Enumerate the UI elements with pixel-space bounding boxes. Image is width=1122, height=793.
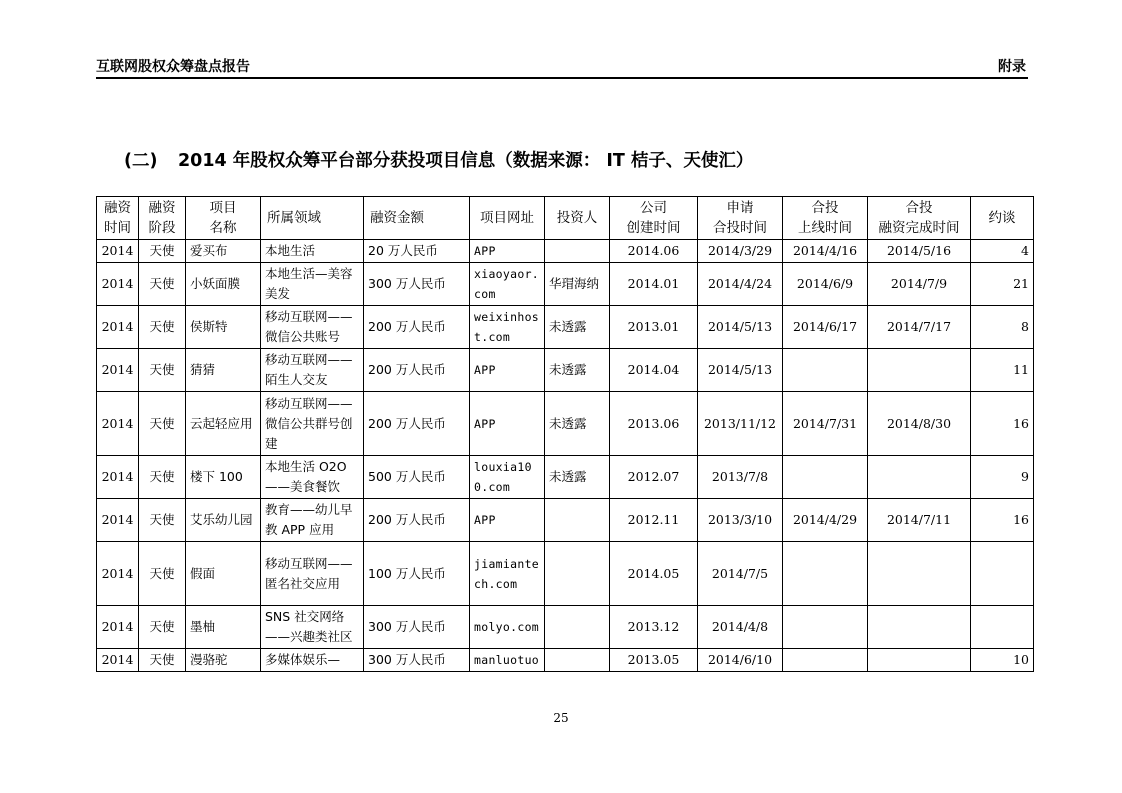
- table-header-row: [97, 197, 1034, 240]
- table-cell: 2014/4/24: [698, 263, 783, 306]
- table-cell: 200 万人民币: [364, 349, 470, 392]
- table-cell: 移动互联网——陌生人交友: [261, 349, 364, 392]
- table-cell: 200 万人民币: [364, 499, 470, 542]
- table-cell: 移动互联网——微信公共群号创建: [261, 392, 364, 456]
- table-cell: 未透露: [545, 456, 610, 499]
- table-cell: 侯斯特: [186, 306, 261, 349]
- header-line: 时间: [104, 220, 131, 236]
- col-financing-stage: [139, 197, 186, 240]
- table-cell: SNS 社交网络——兴趣类社区: [261, 606, 364, 649]
- header-line: 所属领域: [267, 210, 321, 226]
- header-line: 合投: [811, 200, 839, 216]
- table-row: [97, 649, 1034, 672]
- table-cell: 2014/4/16: [783, 240, 868, 263]
- header-divider: [96, 77, 1028, 79]
- table-cell: 2013/7/8: [698, 456, 783, 499]
- table-cell: [783, 606, 868, 649]
- table-cell: 2014/7/5: [698, 542, 783, 606]
- table-cell: 2013.06: [610, 392, 698, 456]
- table-cell: manluotuo: [470, 649, 545, 672]
- table-cell: 200 万人民币: [364, 306, 470, 349]
- table-cell: 2014: [97, 306, 139, 349]
- table-cell: 2014: [97, 349, 139, 392]
- table-cell: 300 万人民币: [364, 606, 470, 649]
- table-cell: [545, 606, 610, 649]
- col-investor: [545, 197, 610, 240]
- table-cell: 天使: [139, 499, 186, 542]
- table-cell: 2014.05: [610, 542, 698, 606]
- table-cell: [868, 649, 971, 672]
- table-cell: 天使: [139, 306, 186, 349]
- header-line: 名称: [209, 220, 237, 236]
- table-cell: 本地生活 O2O——美食餐饮: [261, 456, 364, 499]
- header-line: 融资完成时间: [878, 220, 960, 236]
- header-line: 融资: [148, 200, 176, 216]
- table-row: [97, 240, 1034, 263]
- table-cell: 移动互联网——匿名社交应用: [261, 542, 364, 606]
- col-interviews: [971, 197, 1034, 240]
- table-cell: 教育——幼儿早教 APP 应用: [261, 499, 364, 542]
- table-cell: [971, 606, 1034, 649]
- col-amount: [364, 197, 470, 240]
- table-cell: 天使: [139, 649, 186, 672]
- header-line: 投资人: [556, 210, 598, 226]
- table-cell: jiamiantech.com: [470, 542, 545, 606]
- header-line: 约谈: [988, 210, 1016, 226]
- table-cell: 2013.01: [610, 306, 698, 349]
- header-line: 申请: [726, 200, 754, 216]
- table-cell: 天使: [139, 456, 186, 499]
- table-cell: 2013.12: [610, 606, 698, 649]
- table-cell: 天使: [139, 606, 186, 649]
- table-cell: 300 万人民币: [364, 263, 470, 306]
- table-cell: 4: [971, 240, 1034, 263]
- table-cell: 500 万人民币: [364, 456, 470, 499]
- header-line: 合投时间: [713, 220, 767, 236]
- table-cell: 2014/7/9: [868, 263, 971, 306]
- table-cell: [971, 542, 1034, 606]
- table-cell: [783, 649, 868, 672]
- table-cell: 2014: [97, 499, 139, 542]
- table-cell: 漫骆驼: [186, 649, 261, 672]
- table-cell: APP: [470, 392, 545, 456]
- col-apply-time: [698, 197, 783, 240]
- table-body: [97, 240, 1034, 672]
- table-cell: 未透露: [545, 306, 610, 349]
- table-cell: 天使: [139, 240, 186, 263]
- table-cell: [868, 456, 971, 499]
- table-cell: 2014/6/10: [698, 649, 783, 672]
- table-cell: weixinhost.com: [470, 306, 545, 349]
- table-cell: 16: [971, 392, 1034, 456]
- col-complete-time: [868, 197, 971, 240]
- header-line: 创建时间: [626, 220, 681, 236]
- table-cell: 2014: [97, 606, 139, 649]
- investment-table: [96, 196, 1034, 672]
- table-cell: 2012.11: [610, 499, 698, 542]
- table-cell: 2014: [97, 649, 139, 672]
- col-website: [470, 197, 545, 240]
- report-title: 互联网股权众筹盘点报告: [96, 59, 250, 75]
- table-cell: 2014: [97, 240, 139, 263]
- table-cell: 2014/4/8: [698, 606, 783, 649]
- table-cell: 天使: [139, 542, 186, 606]
- table-cell: 2013.05: [610, 649, 698, 672]
- table-cell: [545, 240, 610, 263]
- table-cell: 天使: [139, 349, 186, 392]
- col-online-time: [783, 197, 868, 240]
- table-cell: 21: [971, 263, 1034, 306]
- table-row: [97, 263, 1034, 306]
- table-cell: 2012.07: [610, 456, 698, 499]
- table-cell: 9: [971, 456, 1034, 499]
- table-cell: molyo.com: [470, 606, 545, 649]
- table-cell: louxia100.com: [470, 456, 545, 499]
- header-line: 合投: [905, 200, 933, 216]
- table-cell: 2014.06: [610, 240, 698, 263]
- table-cell: [545, 499, 610, 542]
- table-cell: 100 万人民币: [364, 542, 470, 606]
- table-cell: 300 万人民币: [364, 649, 470, 672]
- table-cell: 小妖面膜: [186, 263, 261, 306]
- table-row: [97, 456, 1034, 499]
- table-cell: 10: [971, 649, 1034, 672]
- table-cell: 2014/3/29: [698, 240, 783, 263]
- header-line: 上线时间: [798, 220, 852, 236]
- table-cell: APP: [470, 349, 545, 392]
- table-cell: [783, 542, 868, 606]
- header-line: 阶段: [148, 220, 176, 236]
- table-cell: 未透露: [545, 349, 610, 392]
- table-row: [97, 542, 1034, 606]
- table-cell: 8: [971, 306, 1034, 349]
- header-line: 项目网址: [480, 210, 534, 226]
- table-cell: 天使: [139, 392, 186, 456]
- table-cell: 2014: [97, 263, 139, 306]
- table-cell: 2014/5/13: [698, 349, 783, 392]
- table-cell: 猜猜: [186, 349, 261, 392]
- table-cell: 2014/7/31: [783, 392, 868, 456]
- table-cell: 墨柚: [186, 606, 261, 649]
- col-domain: [261, 197, 364, 240]
- table-cell: 2014/7/17: [868, 306, 971, 349]
- table-cell: 20 万人民币: [364, 240, 470, 263]
- table-cell: [545, 542, 610, 606]
- table-cell: APP: [470, 240, 545, 263]
- section-label: 附录: [998, 59, 1026, 75]
- table-cell: 2014/5/16: [868, 240, 971, 263]
- table-cell: [868, 606, 971, 649]
- table-cell: xiaoyaor.com: [470, 263, 545, 306]
- table-cell: 2014/4/29: [783, 499, 868, 542]
- table-cell: 爱买布: [186, 240, 261, 263]
- table-cell: 楼下 100: [186, 456, 261, 499]
- table-row: [97, 499, 1034, 542]
- table-cell: 移动互联网——微信公共账号: [261, 306, 364, 349]
- section-number: (二): [124, 151, 158, 171]
- table-cell: [545, 649, 610, 672]
- table-cell: 2014/7/11: [868, 499, 971, 542]
- table-cell: 200 万人民币: [364, 392, 470, 456]
- table-cell: APP: [470, 499, 545, 542]
- page-number: 25: [553, 711, 569, 725]
- table-cell: 2014/8/30: [868, 392, 971, 456]
- table-cell: 2014: [97, 456, 139, 499]
- section-title-text: 2014 年股权众筹平台部分获投项目信息（数据来源： IT 桔子、天使汇）: [178, 151, 754, 171]
- table-cell: 2014: [97, 542, 139, 606]
- table-cell: 多媒体娱乐—: [261, 649, 364, 672]
- table-cell: 2014.04: [610, 349, 698, 392]
- table-cell: 假面: [186, 542, 261, 606]
- table-row: [97, 306, 1034, 349]
- table-cell: 2014/6/17: [783, 306, 868, 349]
- table-cell: 2013/3/10: [698, 499, 783, 542]
- table-cell: 未透露: [545, 392, 610, 456]
- table-cell: 2014.01: [610, 263, 698, 306]
- table-cell: 16: [971, 499, 1034, 542]
- table-row: [97, 606, 1034, 649]
- table-cell: 艾乐幼儿园: [186, 499, 261, 542]
- table-row: [97, 392, 1034, 456]
- table-row: [97, 349, 1034, 392]
- table-cell: 云起轻应用: [186, 392, 261, 456]
- table-cell: 本地生活: [261, 240, 364, 263]
- table-cell: 本地生活—美容美发: [261, 263, 364, 306]
- table-cell: [783, 456, 868, 499]
- header-line: 项目: [209, 200, 237, 216]
- table-cell: 11: [971, 349, 1034, 392]
- table-cell: [868, 349, 971, 392]
- col-financing-time: [97, 197, 139, 240]
- col-project-name: [186, 197, 261, 240]
- col-founded: [610, 197, 698, 240]
- table-cell: [868, 542, 971, 606]
- table-cell: 华瑁海纳: [545, 263, 610, 306]
- header-line: 公司: [640, 200, 667, 216]
- table-cell: [783, 349, 868, 392]
- table-cell: 2014/5/13: [698, 306, 783, 349]
- section-heading: [124, 147, 753, 172]
- header-line: 融资金额: [370, 210, 424, 226]
- table-cell: 2014/6/9: [783, 263, 868, 306]
- header-line: 融资: [104, 200, 131, 216]
- table-cell: 天使: [139, 263, 186, 306]
- table-cell: 2014: [97, 392, 139, 456]
- table-cell: 2013/11/12: [698, 392, 783, 456]
